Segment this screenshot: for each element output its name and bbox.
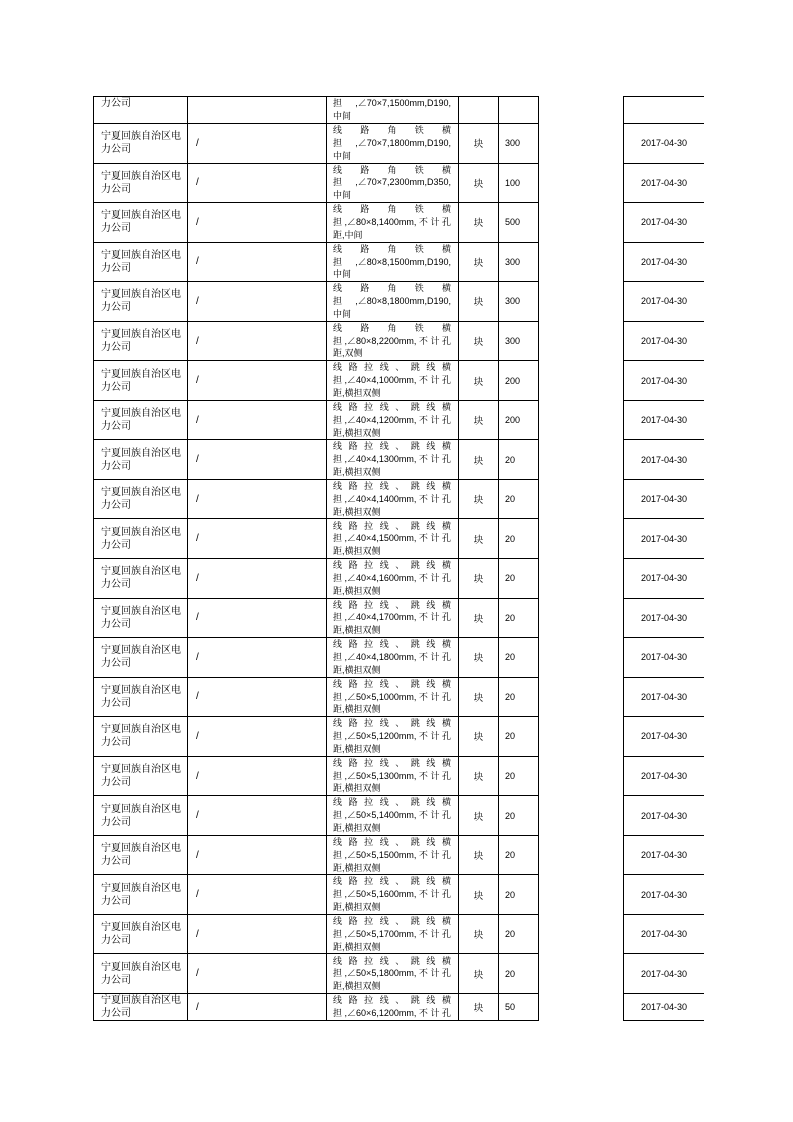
description-line: 线路拉线、跳线横 — [333, 441, 451, 452]
description-line: 线路拉线、跳线横 — [333, 362, 451, 373]
company-cell: 宁夏回族自治区电力公司 — [94, 599, 188, 638]
quantity-cell: 200 — [499, 361, 539, 400]
description-line: 担,∠40×4,1500mm,不计孔 — [333, 533, 451, 544]
unit-cell: 块 — [459, 440, 499, 479]
quantity-cell: 20 — [499, 757, 539, 796]
table-row — [94, 243, 539, 283]
description-line: 距,横担双侧 — [333, 387, 381, 398]
quantity-cell: 20 — [499, 440, 539, 479]
date-row — [624, 796, 704, 836]
description-line: 距,横担双侧 — [333, 704, 381, 715]
company-cell: 宁夏回族自治区电力公司 — [94, 915, 188, 954]
quantity-cell: 300 — [499, 124, 539, 163]
date-row — [624, 915, 704, 955]
quantity-cell: 100 — [499, 164, 539, 203]
company-cell: 宁夏回族自治区电力公司 — [94, 875, 188, 914]
unit-cell: 块 — [459, 203, 499, 242]
description-line: 线路角铁横 — [333, 322, 451, 333]
company-cell: 宁夏回族自治区电力公司 — [94, 282, 188, 321]
description-line: 担,∠50×5,1800mm,不计孔 — [333, 968, 451, 979]
description-line: 线路拉线、跳线横 — [333, 639, 451, 650]
unit-cell: 块 — [459, 915, 499, 954]
description-line: 距,横担双侧 — [333, 941, 381, 952]
table-row — [94, 717, 539, 757]
description-line: 距,横担双侧 — [333, 822, 381, 833]
date-row — [624, 401, 704, 441]
description-line: 线路拉线、跳线横 — [333, 955, 451, 966]
description-line: 线路角铁横 — [333, 164, 451, 175]
date-cell: 2017-04-30 — [640, 375, 688, 386]
date-cell: 2017-04-30 — [640, 652, 688, 663]
unit-cell: 块 — [459, 322, 499, 361]
description-line: 线路角铁横 — [333, 204, 451, 215]
description-cell — [327, 599, 459, 638]
company-cell: 宁夏回族自治区电力公司 — [94, 836, 188, 875]
description-cell — [327, 401, 459, 440]
description-line: 距,横担双侧 — [333, 664, 381, 675]
description-cell — [327, 954, 459, 993]
table-row — [94, 796, 539, 836]
quantity-cell: 20 — [499, 717, 539, 756]
company-cell: 宁夏回族自治区电力公司 — [94, 717, 188, 756]
company-cell: 宁夏回族自治区电力公司 — [94, 401, 188, 440]
description-cell — [327, 915, 459, 954]
description-cell — [327, 361, 459, 400]
quantity-cell: 20 — [499, 480, 539, 519]
date-cell: 2017-04-30 — [640, 850, 688, 861]
quantity-cell: 20 — [499, 559, 539, 598]
date-row — [624, 440, 704, 480]
unit-cell: 块 — [459, 164, 499, 203]
company-cell: 宁夏回族自治区电力公司 — [94, 994, 188, 1020]
date-cell: 2017-04-30 — [640, 573, 688, 584]
description-line: 中间 — [333, 190, 352, 201]
company-cell: 宁夏回族自治区电力公司 — [94, 243, 188, 282]
description-cell — [327, 875, 459, 914]
quantity-cell: 500 — [499, 203, 539, 242]
description-line: 担 ,∠80×8,1500mm,D190, — [333, 256, 451, 267]
date-cell: 2017-04-30 — [640, 336, 688, 346]
unit-cell: 块 — [459, 954, 499, 993]
description-cell — [327, 559, 459, 598]
description-line: 距,横担双侧 — [333, 902, 381, 913]
date-cell: 2017-04-30 — [640, 454, 688, 465]
description-line: 线路拉线、跳线横 — [333, 401, 451, 412]
date-cell: 2017-04-30 — [640, 256, 688, 267]
unit-cell: 块 — [459, 599, 499, 638]
company-cell: 宁夏回族自治区电力公司 — [94, 678, 188, 717]
date-row — [624, 994, 704, 1021]
description-cell — [327, 243, 459, 282]
description-line: 距,横担双侧 — [333, 783, 381, 794]
date-row — [624, 124, 704, 164]
unit-cell: 块 — [459, 757, 499, 796]
code-cell: / — [188, 915, 327, 954]
company-cell: 宁夏回族自治区电力公司 — [94, 638, 188, 677]
company-cell: 宁夏回族自治区电力公司 — [94, 480, 188, 519]
code-cell: / — [188, 717, 327, 756]
quantity-cell: 300 — [499, 282, 539, 321]
code-cell: / — [188, 559, 327, 598]
date-cell: 2017-04-30 — [640, 929, 688, 940]
date-row — [624, 519, 704, 559]
description-line: 线路拉线、跳线横 — [333, 757, 451, 768]
company-cell: 宁夏回族自治区电力公司 — [94, 124, 188, 163]
description-line: 线路角铁横 — [333, 283, 451, 294]
date-row — [624, 875, 704, 915]
date-row — [624, 164, 704, 204]
unit-cell: 块 — [459, 717, 499, 756]
company-cell: 宁夏回族自治区电力公司 — [94, 322, 188, 361]
unit-cell: 块 — [459, 796, 499, 835]
company-cell: 力公司 — [94, 97, 188, 123]
description-cell — [327, 717, 459, 756]
code-cell: / — [188, 836, 327, 875]
description-line: 线路拉线、跳线横 — [333, 481, 451, 491]
description-line: 距,横担双侧 — [333, 546, 381, 557]
description-line: 距,中间 — [333, 229, 363, 240]
code-cell: / — [188, 203, 327, 242]
unit-cell: 块 — [459, 519, 499, 558]
code-cell: / — [188, 124, 327, 163]
description-line: 担,∠80×8,2200mm,不计孔 — [333, 335, 451, 346]
unit-cell: 块 — [459, 361, 499, 400]
code-cell — [188, 97, 327, 123]
description-line: 中间 — [333, 269, 352, 280]
unit-cell: 块 — [459, 401, 499, 440]
quantity-cell: 200 — [499, 401, 539, 440]
description-line: 中间 — [333, 150, 352, 161]
table-row — [94, 164, 539, 204]
description-line: 距,横担双侧 — [333, 981, 381, 992]
company-cell: 宁夏回族自治区电力公司 — [94, 440, 188, 479]
table-row — [94, 559, 539, 599]
description-cell — [327, 282, 459, 321]
description-line: 线路拉线、跳线横 — [333, 599, 451, 610]
table-row — [94, 599, 539, 639]
code-cell: / — [188, 954, 327, 993]
date-cell: 2017-04-30 — [640, 810, 688, 821]
date-cell: 2017-04-30 — [640, 968, 688, 979]
date-row — [624, 678, 704, 718]
table-row — [94, 361, 539, 401]
description-line: 担,∠40×4,1700mm,不计孔 — [333, 612, 451, 623]
description-line: 线路拉线、跳线横 — [333, 797, 451, 808]
unit-cell: 块 — [459, 124, 499, 163]
description-line: 担,∠50×5,1500mm,不计孔 — [333, 849, 451, 860]
code-cell: / — [188, 875, 327, 914]
description-line: 担 ,∠80×8,1800mm,D190, — [333, 296, 451, 307]
company-cell: 宁夏回族自治区电力公司 — [94, 757, 188, 796]
table-row — [94, 322, 539, 362]
unit-cell: 块 — [459, 836, 499, 875]
table-row — [94, 519, 539, 559]
quantity-cell: 20 — [499, 638, 539, 677]
quantity-cell: 20 — [499, 875, 539, 914]
description-line: 线路拉线、跳线横 — [333, 995, 451, 1006]
date-row — [624, 717, 704, 757]
quantity-cell: 300 — [499, 322, 539, 361]
unit-cell: 块 — [459, 282, 499, 321]
date-cell: 2017-04-30 — [640, 138, 688, 149]
description-line: 距,横担双侧 — [333, 427, 381, 438]
date-row — [624, 559, 704, 599]
table-row — [94, 757, 539, 797]
description-line: 担,∠50×5,1400mm,不计孔 — [333, 810, 451, 821]
table-row — [94, 124, 539, 164]
description-line: 距,横担双侧 — [333, 467, 381, 478]
description-line: 担,∠50×5,1700mm,不计孔 — [333, 928, 451, 939]
description-cell — [327, 124, 459, 163]
description-cell — [327, 203, 459, 242]
code-cell: / — [188, 796, 327, 835]
date-cell: 2017-04-30 — [640, 771, 688, 782]
quantity-cell: 20 — [499, 599, 539, 638]
table-row — [94, 440, 539, 480]
description-line: 距,横担双侧 — [333, 625, 381, 636]
description-line: 线路拉线、跳线横 — [333, 916, 451, 927]
table-row — [94, 638, 539, 678]
quantity-cell: 20 — [499, 796, 539, 835]
code-cell: / — [188, 994, 327, 1020]
code-cell: / — [188, 440, 327, 479]
quantity-cell: 300 — [499, 243, 539, 282]
company-cell: 宁夏回族自治区电力公司 — [94, 361, 188, 400]
date-row — [624, 203, 704, 243]
company-cell: 宁夏回族自治区电力公司 — [94, 954, 188, 993]
description-line: 担,∠40×4,1300mm,不计孔 — [333, 454, 451, 465]
table-row — [94, 954, 539, 994]
date-row — [624, 954, 704, 994]
description-cell — [327, 994, 459, 1020]
unit-cell: 块 — [459, 875, 499, 914]
description-cell — [327, 796, 459, 835]
description-line: 担,∠40×4,1000mm,不计孔 — [333, 375, 451, 386]
description-line: 线路拉线、跳线横 — [333, 560, 451, 571]
date-row — [624, 480, 704, 520]
description-line: 距,横担双侧 — [333, 585, 381, 596]
date-row — [624, 757, 704, 797]
table-row — [94, 480, 539, 520]
company-cell: 宁夏回族自治区电力公司 — [94, 796, 188, 835]
table-row — [94, 875, 539, 915]
code-cell: / — [188, 401, 327, 440]
date-cell: 2017-04-30 — [640, 494, 688, 505]
description-line: 中间 — [333, 308, 352, 319]
description-line: 距,横担双侧 — [333, 862, 381, 873]
description-line: 担 ,∠70×7,1500mm,D190, — [333, 98, 451, 109]
description-line: 线路拉线、跳线横 — [333, 520, 451, 531]
description-line: 线路拉线、跳线横 — [333, 836, 451, 847]
description-cell — [327, 480, 459, 519]
description-line: 担 ,∠70×7,1800mm,D190, — [333, 137, 451, 148]
company-cell: 宁夏回族自治区电力公司 — [94, 203, 188, 242]
description-line: 线路角铁横 — [333, 125, 451, 136]
code-cell: / — [188, 678, 327, 717]
company-cell: 宁夏回族自治区电力公司 — [94, 164, 188, 203]
description-cell — [327, 638, 459, 677]
description-line: 线路拉线、跳线横 — [333, 678, 451, 689]
description-line: 担,∠50×5,1300mm,不计孔 — [333, 770, 451, 781]
quantity-cell — [499, 97, 539, 123]
description-cell — [327, 678, 459, 717]
description-line: 担,∠50×5,1200mm,不计孔 — [333, 731, 451, 742]
date-cell: 2017-04-30 — [640, 889, 688, 900]
description-line: 线路拉线、跳线横 — [333, 718, 451, 729]
unit-cell: 块 — [459, 559, 499, 598]
description-cell — [327, 164, 459, 203]
date-cell: 2017-04-30 — [640, 415, 688, 426]
description-line: 距,横担双侧 — [333, 506, 381, 517]
quantity-cell: 20 — [499, 954, 539, 993]
description-cell — [327, 836, 459, 875]
date-cell: 2017-04-30 — [640, 691, 688, 702]
description-line: 担,∠40×4,1600mm,不计孔 — [333, 572, 451, 583]
date-row — [624, 599, 704, 639]
code-cell: / — [188, 164, 327, 203]
company-cell: 宁夏回族自治区电力公司 — [94, 519, 188, 558]
quantity-cell: 20 — [499, 915, 539, 954]
description-line: 担,∠40×4,1800mm,不计孔 — [333, 651, 451, 662]
date-cell: 2017-04-30 — [640, 217, 688, 228]
code-cell: / — [188, 322, 327, 361]
date-row — [624, 97, 704, 124]
description-line: 中间 — [333, 111, 352, 121]
date-cell: 2017-04-30 — [640, 612, 688, 623]
description-cell — [327, 440, 459, 479]
date-cell: 2017-04-30 — [640, 1002, 688, 1013]
table-row — [94, 678, 539, 718]
table-row — [94, 203, 539, 243]
table-row — [94, 401, 539, 441]
date-row — [624, 836, 704, 876]
description-line: 距,双侧 — [333, 348, 363, 359]
description-line: 担,∠40×4,1200mm,不计孔 — [333, 414, 451, 425]
unit-cell: 块 — [459, 678, 499, 717]
description-line: 担,∠80×8,1400mm,不计孔 — [333, 216, 451, 227]
code-cell: / — [188, 519, 327, 558]
description-line: 担,∠40×4,1400mm,不计孔 — [333, 493, 451, 504]
table-row — [94, 97, 539, 124]
date-row — [624, 361, 704, 401]
date-row — [624, 638, 704, 678]
description-line: 担 ,∠70×7,2300mm,D350, — [333, 177, 451, 188]
description-cell — [327, 519, 459, 558]
company-cell: 宁夏回族自治区电力公司 — [94, 559, 188, 598]
date-cell: 2017-04-30 — [640, 731, 688, 742]
date-cell: 2017-04-30 — [640, 177, 688, 188]
description-line: 线路角铁横 — [333, 243, 451, 254]
date-cell: 2017-04-30 — [640, 533, 688, 544]
table-row — [94, 836, 539, 876]
quantity-cell: 20 — [499, 836, 539, 875]
quantity-cell: 50 — [499, 994, 539, 1020]
code-cell: / — [188, 480, 327, 519]
description-cell — [327, 97, 459, 123]
description-line: 担,∠50×5,1600mm,不计孔 — [333, 889, 451, 900]
code-cell: / — [188, 282, 327, 321]
description-cell — [327, 757, 459, 796]
code-cell: / — [188, 757, 327, 796]
quantity-cell: 20 — [499, 519, 539, 558]
code-cell: / — [188, 243, 327, 282]
table-row — [94, 915, 539, 955]
date-cell: 2017-04-30 — [640, 296, 688, 307]
description-line: 担,∠50×5,1000mm,不计孔 — [333, 691, 451, 702]
unit-cell: 块 — [459, 994, 499, 1020]
code-cell: / — [188, 361, 327, 400]
unit-cell: 块 — [459, 480, 499, 519]
unit-cell: 块 — [459, 638, 499, 677]
date-table — [623, 96, 704, 1021]
unit-cell — [459, 97, 499, 123]
code-cell: / — [188, 599, 327, 638]
table-row — [94, 282, 539, 322]
items-table — [93, 96, 539, 1021]
code-cell: / — [188, 638, 327, 677]
description-cell — [327, 322, 459, 361]
table-row — [94, 994, 539, 1021]
date-cell — [624, 97, 704, 123]
description-line: 担,∠60×6,1200mm,不计孔 — [333, 1008, 451, 1019]
date-row — [624, 243, 704, 283]
unit-cell: 块 — [459, 243, 499, 282]
date-row — [624, 282, 704, 322]
description-line: 线路拉线、跳线横 — [333, 876, 451, 887]
quantity-cell: 20 — [499, 678, 539, 717]
description-line: 距,横担双侧 — [333, 743, 381, 754]
date-row — [624, 322, 704, 362]
